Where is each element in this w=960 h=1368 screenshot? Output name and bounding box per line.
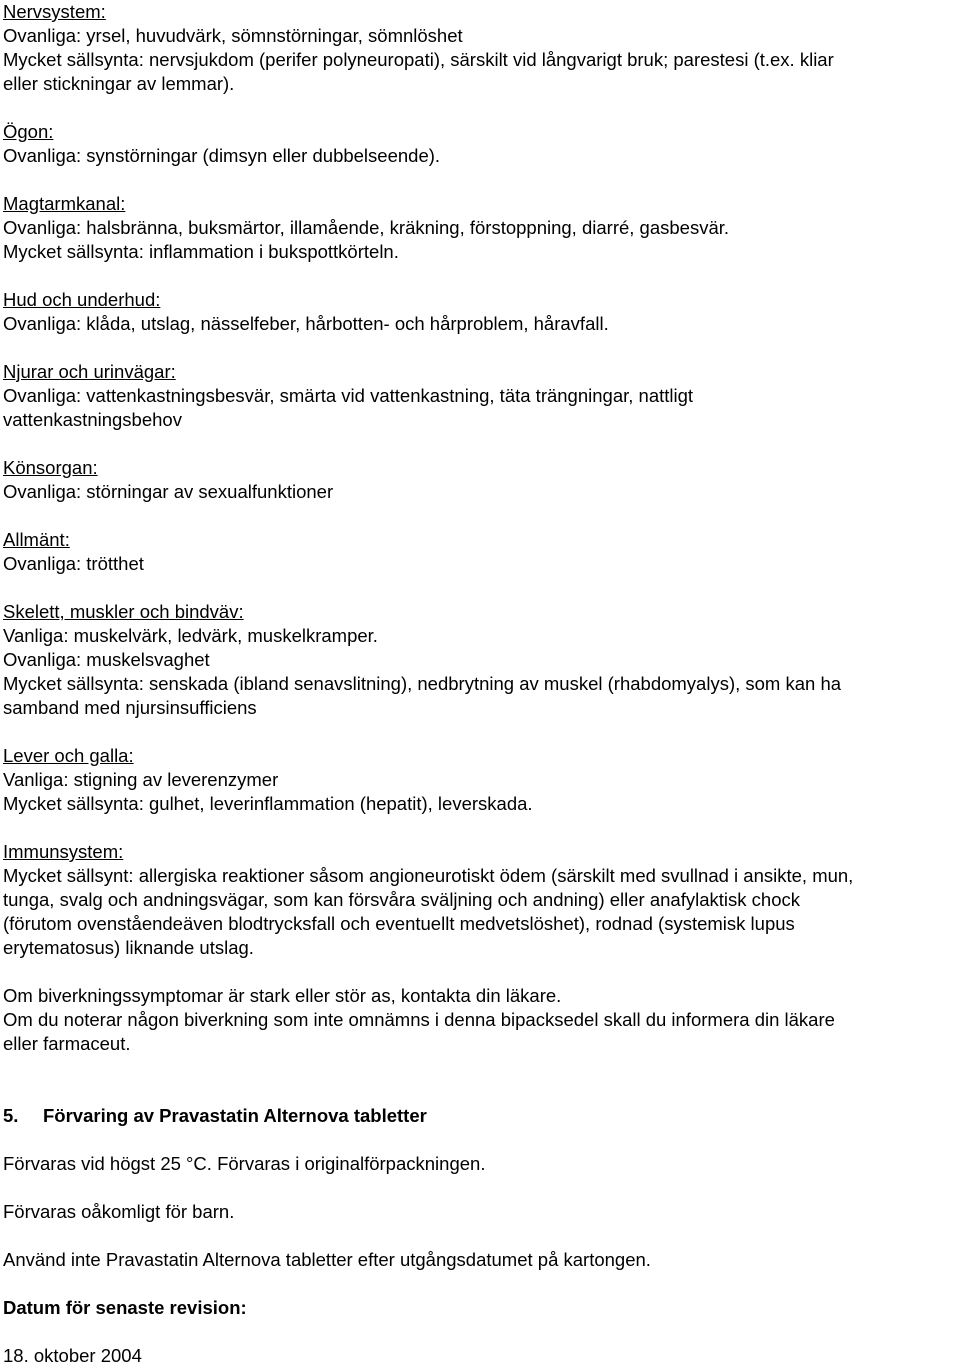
- text-line: Mycket sällsynta: nervsjukdom (perifer polyneuropati), särskilt vid långvarigt bruk; parestesi (t.ex. kliar: [3, 49, 834, 70]
- section-heading: Njurar och urinvägar:: [3, 361, 176, 382]
- section-heading: Magtarmkanal:: [3, 193, 126, 214]
- advice-line: Om du noterar någon biverkning som inte omnämns i denna bipacksedel skall du informera din läkare: [3, 1009, 835, 1030]
- section-heading: Skelett, muskler och bindväv:: [3, 601, 244, 622]
- section-lever: [3, 744, 957, 816]
- advice-paragraph: [3, 984, 957, 1056]
- section-heading: Ögon:: [3, 121, 54, 142]
- text-line: tunga, svalg och andningsvägar, som kan försvåra sväljning och andning) eller anafylaktisk chock: [3, 889, 800, 910]
- text-line: samband med njursinsufficiens: [3, 697, 257, 718]
- section-number: 5.: [3, 1105, 19, 1126]
- section-magtarmkanal: [3, 192, 957, 264]
- advice-line: eller farmaceut.: [3, 1033, 131, 1054]
- text-line: Ovanliga: vattenkastningsbesvär, smärta vid vattenkastning, täta trängningar, nattligt: [3, 385, 694, 406]
- text-line: eller stickningar av lemmar).: [3, 73, 235, 94]
- text-line: Vanliga: stigning av leverenzymer: [3, 769, 279, 790]
- text-line: Ovanliga: muskelsvaghet: [3, 649, 210, 670]
- revision-date: 18. oktober 2004: [3, 1345, 142, 1366]
- section-heading: Immunsystem:: [3, 841, 124, 862]
- advice-line: Om biverkningssymptomar är stark eller stör as, kontakta din läkare.: [3, 985, 562, 1006]
- section-heading: Nervsystem:: [3, 1, 106, 22]
- text-line: Ovanliga: störningar av sexualfunktioner: [3, 481, 334, 502]
- section-hud: [3, 288, 957, 336]
- text-line: (förutom ovenståendeäven blodtrycksfall och eventuellt medvetslöshet), rodnad (systemisk lupus: [3, 913, 795, 934]
- section-skelett: [3, 600, 957, 720]
- expiry-instruction: Använd inte Pravastatin Alternova tabletter efter utgångsdatumet på kartongen.: [3, 1249, 651, 1270]
- revision-label: Datum för senaste revision:: [3, 1297, 247, 1318]
- children-instruction: Förvaras oåkomligt för barn.: [3, 1201, 235, 1222]
- text-line: Ovanliga: yrsel, huvudvärk, sömnstörningar, sömnlöshet: [3, 25, 463, 46]
- text-line: Mycket sällsynta: gulhet, leverinflammation (hepatit), leverskada.: [3, 793, 533, 814]
- section-heading: Lever och galla:: [3, 745, 134, 766]
- section-title-text: Förvaring av Pravastatin Alternova tabletter: [43, 1105, 427, 1126]
- text-line: Mycket sällsynta: senskada (ibland senavslitning), nedbrytning av muskel (rhabdomyalys), som kan ha: [3, 673, 842, 694]
- text-line: Vanliga: muskelvärk, ledvärk, muskelkramper.: [3, 625, 378, 646]
- section-nervsystem: [3, 0, 957, 96]
- text-line: Mycket sällsynta: inflammation i bukspottkörteln.: [3, 241, 399, 262]
- text-line: Ovanliga: halsbränna, buksmärtor, illamående, kräkning, förstoppning, diarré, gasbesvär.: [3, 217, 730, 238]
- text-line: Ovanliga: synstörningar (dimsyn eller dubbelseende).: [3, 145, 441, 166]
- section-ogon: [3, 120, 957, 168]
- section-njurar: [3, 360, 957, 432]
- section-heading: Hud och underhud:: [3, 289, 161, 310]
- leaflet-page: [3, 0, 957, 1368]
- section-5-title: [3, 1104, 957, 1128]
- section-allmant: [3, 528, 957, 576]
- text-line: Mycket sällsynt: allergiska reaktioner såsom angioneurotiskt ödem (särskilt med svullnad i ansikte, mun,: [3, 865, 854, 886]
- section-heading: Könsorgan:: [3, 457, 98, 478]
- section-heading: Allmänt:: [3, 529, 70, 550]
- text-line: erytematosus) liknande utslag.: [3, 937, 254, 958]
- section-konsorgan: [3, 456, 957, 504]
- section-immunsystem: [3, 840, 957, 960]
- text-line: Ovanliga: trötthet: [3, 553, 144, 574]
- storage-instruction: Förvaras vid högst 25 °C. Förvaras i originalförpackningen.: [3, 1153, 486, 1174]
- text-line: Ovanliga: klåda, utslag, nässelfeber, hårbotten- och hårproblem, håravfall.: [3, 313, 609, 334]
- text-line: vattenkastningsbehov: [3, 409, 182, 430]
